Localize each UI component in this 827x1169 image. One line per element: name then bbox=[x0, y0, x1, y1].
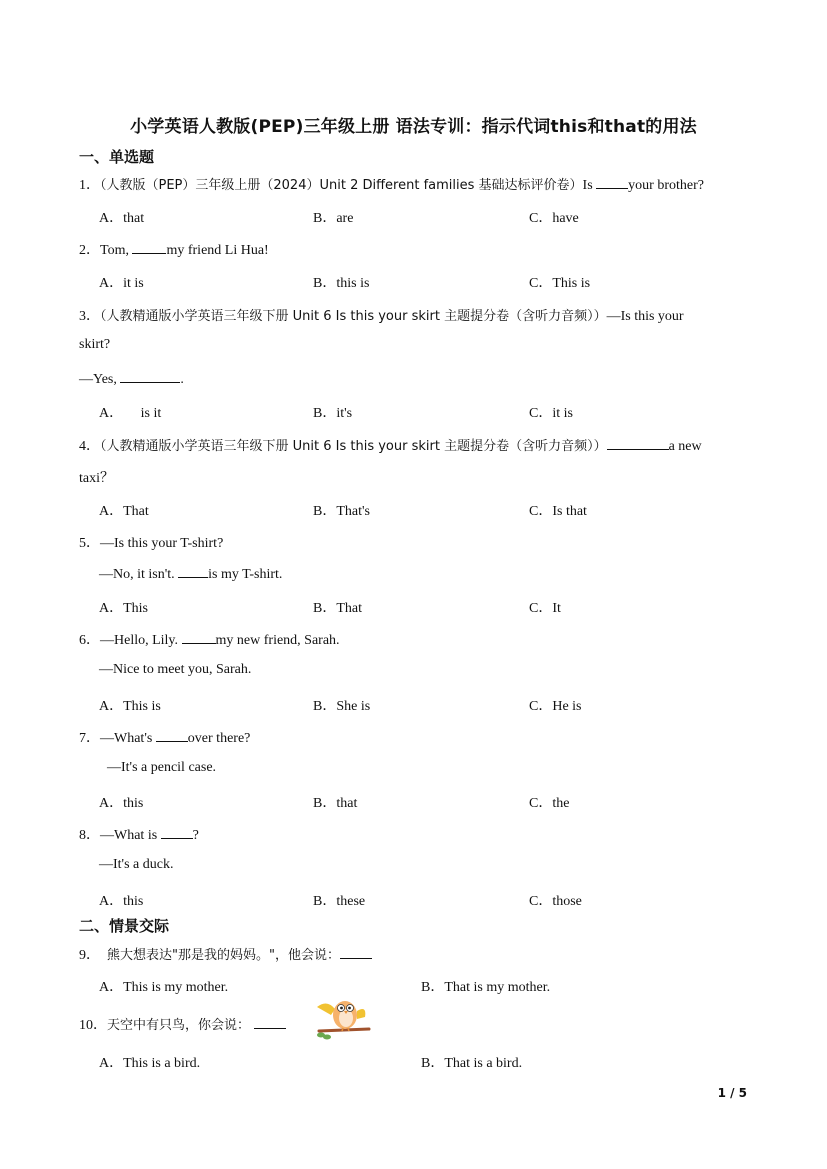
question-6 bbox=[79, 629, 340, 649]
answer-blank bbox=[120, 370, 180, 383]
option-b: B．it's bbox=[313, 406, 353, 421]
question-text: —Is this your bbox=[606, 309, 684, 324]
question-1 bbox=[79, 174, 704, 194]
question-4 bbox=[79, 435, 702, 455]
option-b: B．are bbox=[313, 211, 354, 226]
option-c: C．have bbox=[529, 211, 579, 226]
question-9 bbox=[79, 944, 372, 964]
question-number: 2． bbox=[79, 243, 100, 258]
question-number: 9． bbox=[79, 948, 100, 963]
option-a: A．This is a bird. bbox=[99, 1056, 201, 1071]
option-b: B．That is my mother. bbox=[421, 980, 551, 995]
question-text: —What is bbox=[100, 828, 161, 843]
question-8 bbox=[79, 824, 199, 844]
option-a: A．that bbox=[99, 211, 145, 226]
option-a: A．That bbox=[99, 504, 149, 519]
answer-blank bbox=[156, 729, 188, 742]
question-5 bbox=[79, 532, 223, 552]
option-b: B．That bbox=[313, 601, 362, 616]
option-b: B．these bbox=[313, 894, 366, 909]
question-text: . bbox=[180, 372, 184, 387]
question-number: 3． bbox=[79, 309, 100, 324]
question-text-continued: skirt? bbox=[79, 337, 111, 352]
answer-blank bbox=[182, 631, 216, 644]
question-text: Is bbox=[582, 178, 597, 193]
option-a: A．it is bbox=[99, 276, 144, 291]
question-number: 6． bbox=[79, 633, 100, 648]
question-number: 5． bbox=[79, 536, 100, 551]
option-c: C．This is bbox=[529, 276, 591, 291]
question-source: （人教版（PEP）三年级上册（2024）Unit 2 Different families 基础达标评价卷） bbox=[100, 178, 583, 193]
dialogue-line bbox=[79, 370, 184, 388]
question-text: —Hello, Lily. bbox=[100, 633, 182, 648]
answer-blank bbox=[596, 176, 628, 189]
option-a: A． is it bbox=[99, 406, 162, 421]
question-text: my new friend, Sarah. bbox=[215, 633, 340, 648]
question-source: （人教精通版小学英语三年级下册 Unit 6 Is this your skirt 主题提分卷（含听力音频）） bbox=[100, 309, 607, 324]
question-text: a new bbox=[668, 439, 702, 454]
question-3 bbox=[79, 305, 684, 325]
answer-blank bbox=[161, 826, 193, 839]
question-number: 7． bbox=[79, 731, 100, 746]
answer-blank bbox=[132, 241, 166, 254]
question-text-continued: taxi？ bbox=[79, 471, 114, 486]
option-b: B．that bbox=[313, 796, 358, 811]
question-number: 10． bbox=[79, 1018, 107, 1033]
question-number: 8． bbox=[79, 828, 100, 843]
answer-blank bbox=[254, 1016, 286, 1029]
question-2 bbox=[79, 239, 269, 259]
question-text: —No, it isn't. bbox=[99, 567, 179, 582]
question-text: —Yes, bbox=[79, 372, 121, 387]
question-text: your brother? bbox=[628, 178, 704, 193]
option-c: C．Is that bbox=[529, 504, 587, 519]
question-text: is my T-shirt. bbox=[208, 567, 283, 582]
question-number: 4． bbox=[79, 439, 100, 454]
option-b: B．That's bbox=[313, 504, 370, 519]
question-text: 天空中有只鸟，你会说： bbox=[107, 1018, 251, 1033]
option-a: A．this bbox=[99, 796, 144, 811]
question-text: ? bbox=[192, 828, 199, 843]
option-c: C．it is bbox=[529, 406, 573, 421]
option-a: A．this bbox=[99, 894, 144, 909]
option-c: C．He is bbox=[529, 699, 582, 714]
option-a: A．This is my mother. bbox=[99, 980, 229, 995]
option-a: A．This is bbox=[99, 699, 161, 714]
dialogue-line: —It's a duck. bbox=[99, 857, 174, 872]
answer-blank bbox=[178, 565, 208, 578]
question-7 bbox=[79, 727, 250, 747]
question-10 bbox=[79, 1014, 286, 1034]
option-a: A．This bbox=[99, 601, 148, 616]
page-number: 1 / 5 bbox=[717, 1086, 747, 1100]
option-b: B．She is bbox=[313, 699, 371, 714]
dialogue-line bbox=[99, 565, 282, 583]
section-heading-single-choice: 一、单选题 bbox=[79, 148, 155, 166]
option-b: B．this is bbox=[313, 276, 370, 291]
question-text: my friend Li Hua! bbox=[166, 243, 269, 258]
question-text: Tom, bbox=[100, 243, 133, 258]
option-c: C．those bbox=[529, 894, 582, 909]
answer-blank bbox=[340, 946, 372, 959]
question-source: （人教精通版小学英语三年级下册 Unit 6 Is this your skirt 主题提分卷（含听力音频）） bbox=[100, 439, 607, 454]
question-text: —Is this your T-shirt? bbox=[100, 536, 224, 551]
question-text: over there? bbox=[187, 731, 251, 746]
page-title: 小学英语人教版(PEP)三年级上册 语法专训：指示代词this和that的用法 bbox=[130, 117, 697, 137]
section-heading-situational: 二、情景交际 bbox=[79, 917, 170, 935]
question-text: 熊大想表达"那是我的妈妈。"，他会说： bbox=[107, 948, 340, 963]
answer-blank bbox=[607, 437, 669, 450]
dialogue-line: —Nice to meet you, Sarah. bbox=[99, 662, 252, 677]
question-number: 1． bbox=[79, 178, 100, 193]
option-c: C．the bbox=[529, 796, 570, 811]
option-c: C．It bbox=[529, 601, 561, 616]
option-b: B．That is a bird. bbox=[421, 1056, 523, 1071]
bird-illustration bbox=[313, 997, 371, 1043]
dialogue-line: —It's a pencil case. bbox=[107, 760, 217, 775]
question-text: —What's bbox=[100, 731, 156, 746]
